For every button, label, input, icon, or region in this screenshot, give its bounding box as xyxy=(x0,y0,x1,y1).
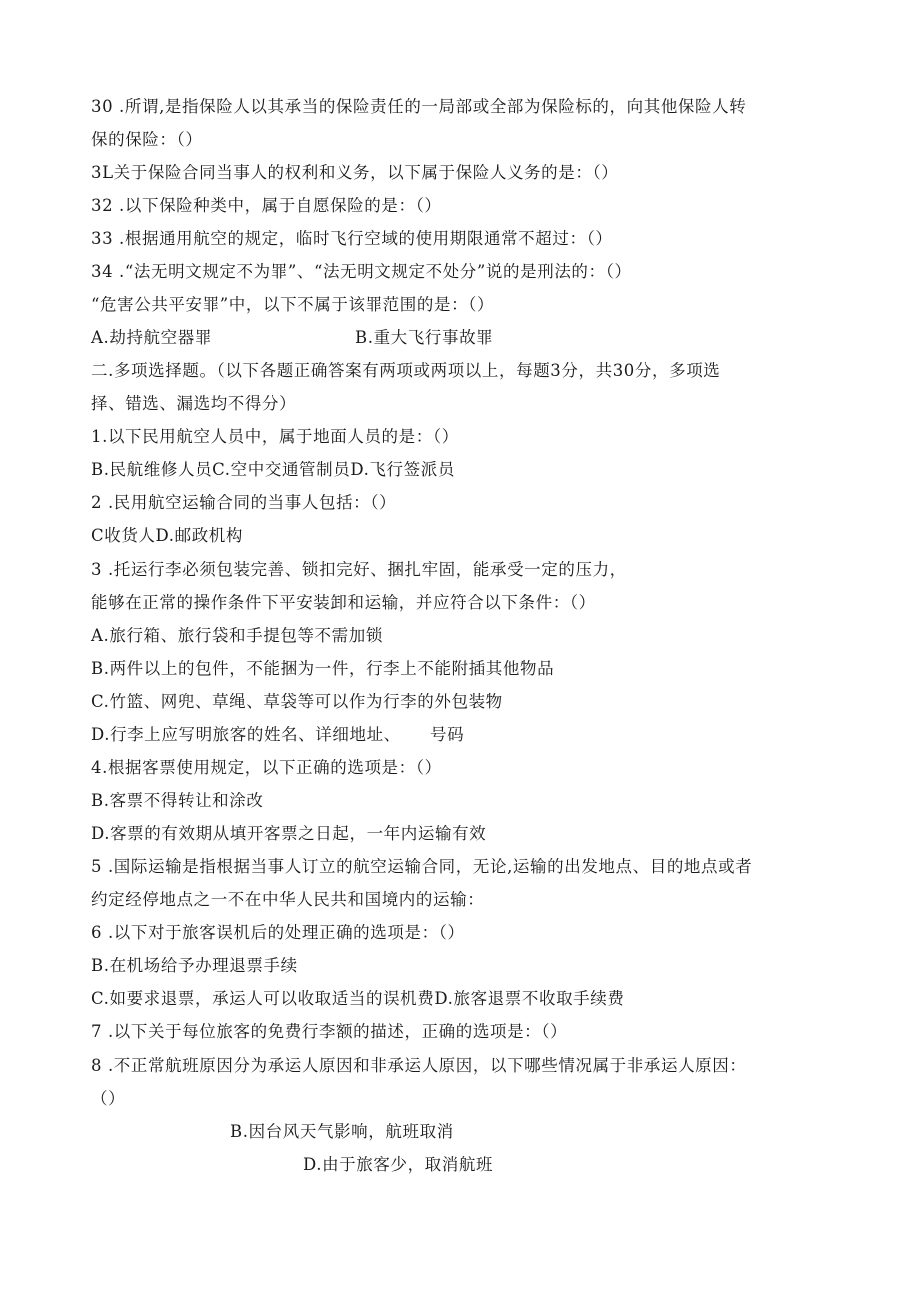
multi-question-1-options: B.民航维修人员C.空中交通管制员D.飞行签派员 xyxy=(91,460,455,479)
multi-question-8-line-2: （） xyxy=(91,1089,126,1108)
question-33: 33 .根据通用航空的规定，临时飞行空域的使用期限通常不超过：（） xyxy=(91,229,613,248)
question-34: 34 .“法无明文规定不为罪”、“法无明文规定不处分”说的是刑法的：（） xyxy=(91,262,632,281)
multi-question-4-option-d: D.客票的有效期从填开客票之日起，一年内运输有效 xyxy=(91,824,487,843)
multi-question-2: 2 .民用航空运输合同的当事人包括：（） xyxy=(91,493,397,512)
question-30-line-1: 30 .所谓,是指保险人以其承当的保险责任的一局部或全部为保险标的，向其他保险人转 xyxy=(91,97,747,116)
section-2-heading-line-2: 择、错选、漏选均不得分） xyxy=(91,394,297,413)
multi-question-5-line-1: 5 .国际运输是指根据当事人订立的航空运输合同，无论,运输的出发地点、目的地点或者 xyxy=(91,857,753,876)
multi-question-8-line-1: 8 .不正常航班原因分为承运人原因和非承运人原因，以下哪些情况属于非承运人原因： xyxy=(91,1056,747,1075)
multi-question-3-option-c: C.竹篮、网兜、草绳、草袋等可以作为行李的外包装物 xyxy=(91,692,503,711)
multi-question-5-line-2: 约定经停地点之一不在中华人民共和国境内的运输： xyxy=(91,890,485,909)
multi-question-8-option-d: D.由于旅客少，取消航班 xyxy=(303,1155,494,1174)
question-32: 32 .以下保险种类中，属于自愿保险的是：（） xyxy=(91,196,442,215)
question-30-line-2: 保的保险：（） xyxy=(91,130,203,149)
multi-question-6-options-c-d: C.如要求退票，承运人可以收取适当的误机费D.旅客退票不收取手续费 xyxy=(91,989,625,1008)
multi-question-3-option-a: A.旅行箱、旅行袋和手提包等不需加锁 xyxy=(91,626,383,645)
multi-question-1: 1.以下民用航空人员中，属于地面人员的是：（） xyxy=(91,427,459,446)
multi-question-3-option-b: B.两件以上的包件，不能捆为一件，行李上不能附插其他物品 xyxy=(91,659,555,678)
multi-question-3-line-1: 3 .托运行李必须包装完善、锁扣完好、捆扎牢固，能承受一定的压力， xyxy=(91,560,627,579)
option-b-flight-accident: B.重大飞行事故罪 xyxy=(355,328,494,347)
multi-question-3-option-d: D.行李上应写明旅客的姓名、详细地址、 号码 xyxy=(91,725,465,744)
multi-question-7: 7 .以下关于每位旅客的免费行李额的描述，正确的选项是：（） xyxy=(91,1022,568,1041)
option-a-hijacking: A.劫持航空器罪 xyxy=(91,328,212,347)
multi-question-6-option-b: B.在机场给予办理退票手续 xyxy=(91,956,298,975)
multi-question-8-option-b: B.因台风天气影响，航班取消 xyxy=(230,1122,454,1141)
multi-question-4: 4.根据客票使用规定，以下正确的选项是：（） xyxy=(91,758,442,777)
multi-question-3-line-2: 能够在正常的操作条件下平安装卸和运输，并应符合以下条件：（） xyxy=(91,593,596,612)
multi-question-6: 6 .以下对于旅客误机后的处理正确的选项是：（） xyxy=(91,923,465,942)
question-crime-scope: “危害公共平安罪”中，以下不属于该罪范围的是：（） xyxy=(91,295,495,314)
multi-question-4-option-b: B.客票不得转让和涂改 xyxy=(91,791,264,810)
section-2-heading-line-1: 二.多项选择题。（以下各题正确答案有两项或两项以上，每题3分，共30分，多项选 xyxy=(91,361,721,380)
question-31: 3L关于保险合同当事人的权利和义务，以下属于保险人义务的是：（） xyxy=(91,163,619,182)
multi-question-2-options: C收货人D.邮政机构 xyxy=(91,526,244,545)
